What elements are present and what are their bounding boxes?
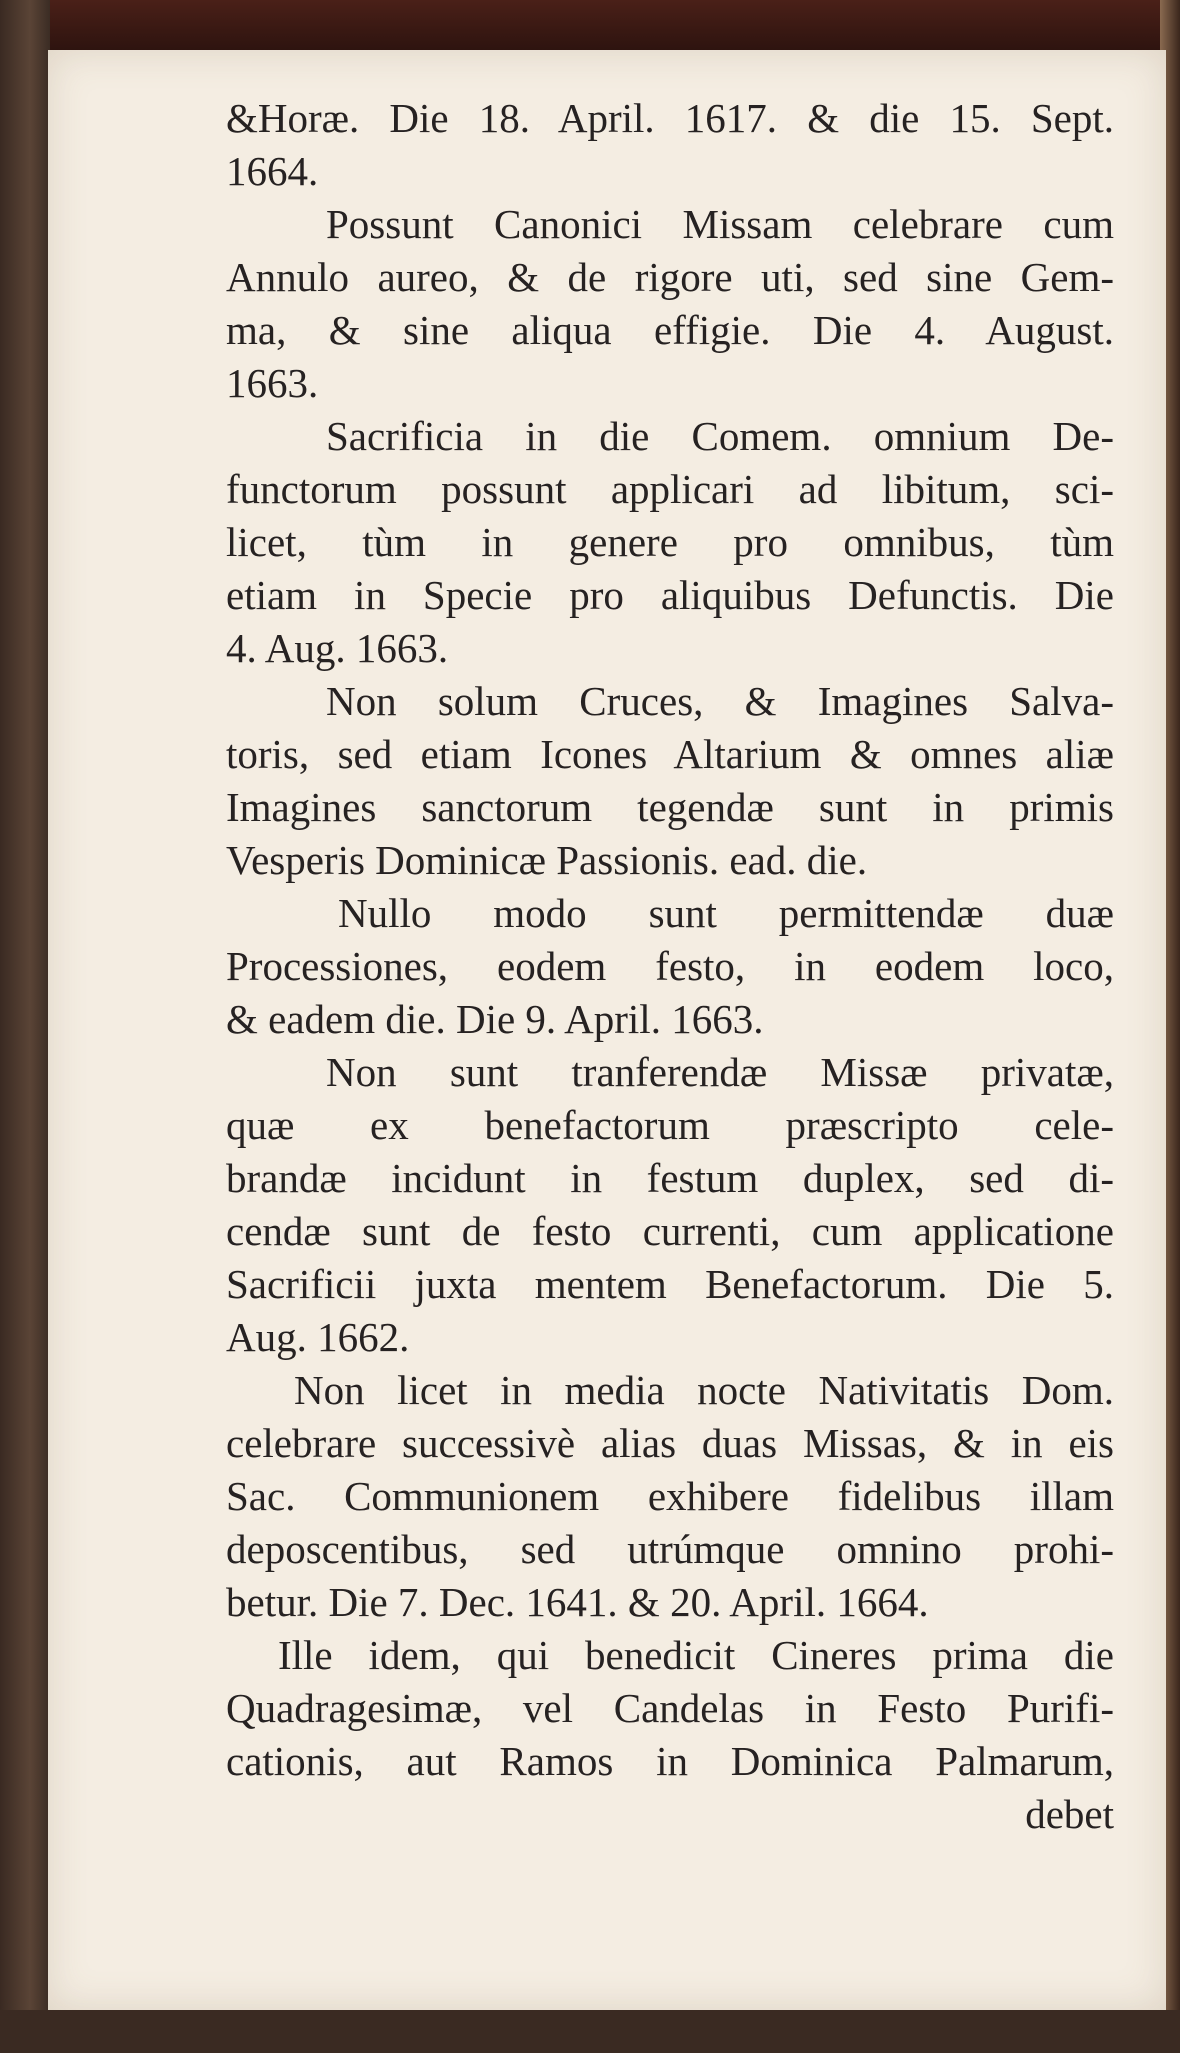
text-line: Ille idem, qui benedicit Cineres prima die — [278, 1632, 1114, 1678]
text-line: Non sunt tranferendæ Missæ privatæ, — [326, 1049, 1114, 1095]
text-line: quæ ex benefactorum præscripto cele- — [226, 1102, 1114, 1148]
scan-border-bottom — [0, 2010, 1180, 2053]
text-line: Possunt Canonici Missam celebrare cum — [326, 201, 1114, 247]
text-line: Non licet in media nocte Nativitatis Dom. — [294, 1367, 1114, 1413]
text-line: Sac. Communionem exhibere fidelibus illam — [226, 1473, 1114, 1519]
text-line: Nullo modo sunt permittendæ duæ — [338, 890, 1114, 936]
text-line: 1664. — [226, 148, 319, 194]
text-line: & eadem die. Die 9. April. 1663. — [226, 996, 764, 1042]
text-line: Non solum Cruces, & Imagines Salva- — [326, 678, 1114, 724]
text-line: betur. Die 7. Dec. 1641. & 20. April. 1664. — [226, 1579, 929, 1625]
text-line: Processiones, eodem festo, in eodem loco, — [226, 943, 1114, 989]
text-line: functorum possunt applicari ad libitum, sci- — [226, 466, 1114, 512]
page-text — [226, 92, 1114, 1841]
text-line: 1663. — [226, 360, 319, 406]
text-line: brandæ incidunt in festum duplex, sed di- — [226, 1155, 1114, 1201]
text-line: Aug. 1662. — [226, 1314, 410, 1360]
text-line: Sacrificia in die Comem. omnium De- — [326, 413, 1114, 459]
text-line: licet, tùm in genere pro omnibus, tùm — [226, 519, 1114, 565]
text-line: toris, sed etiam Icones Altarium & omnes aliæ — [226, 731, 1114, 777]
text-line: Imagines sanctorum tegendæ sunt in primis — [226, 784, 1114, 830]
text-line: cendæ sunt de festo currenti, cum applicatione — [226, 1208, 1114, 1254]
text-line: celebrare successivè alias duas Missas, & in eis — [226, 1420, 1114, 1466]
text-line: deposcentibus, sed utrúmque omnino prohi- — [226, 1526, 1114, 1572]
text-line: etiam in Specie pro aliquibus Defunctis. Die — [226, 572, 1114, 618]
scan-border-top — [0, 0, 1180, 55]
scan-border-left — [0, 0, 50, 2053]
text-line: ma, & sine aliqua effigie. Die 4. August. — [226, 307, 1114, 353]
text-line: 4. Aug. 1663. — [226, 625, 449, 671]
text-line: Vesperis Dominicæ Passionis. ead. die. — [226, 837, 868, 883]
text-line: Sacrificii juxta mentem Benefactorum. Die 5. — [226, 1261, 1114, 1307]
catchword: debet — [1025, 1791, 1114, 1837]
text-line: &Horæ. Die 18. April. 1617. & die 15. Sept. — [226, 95, 1114, 141]
text-line: cationis, aut Ramos in Dominica Palmarum, — [226, 1738, 1114, 1784]
text-line: Quadragesimæ, vel Candelas in Festo Purifi- — [226, 1685, 1114, 1731]
text-line: Annulo aureo, & de rigore uti, sed sine Gem- — [226, 254, 1114, 300]
